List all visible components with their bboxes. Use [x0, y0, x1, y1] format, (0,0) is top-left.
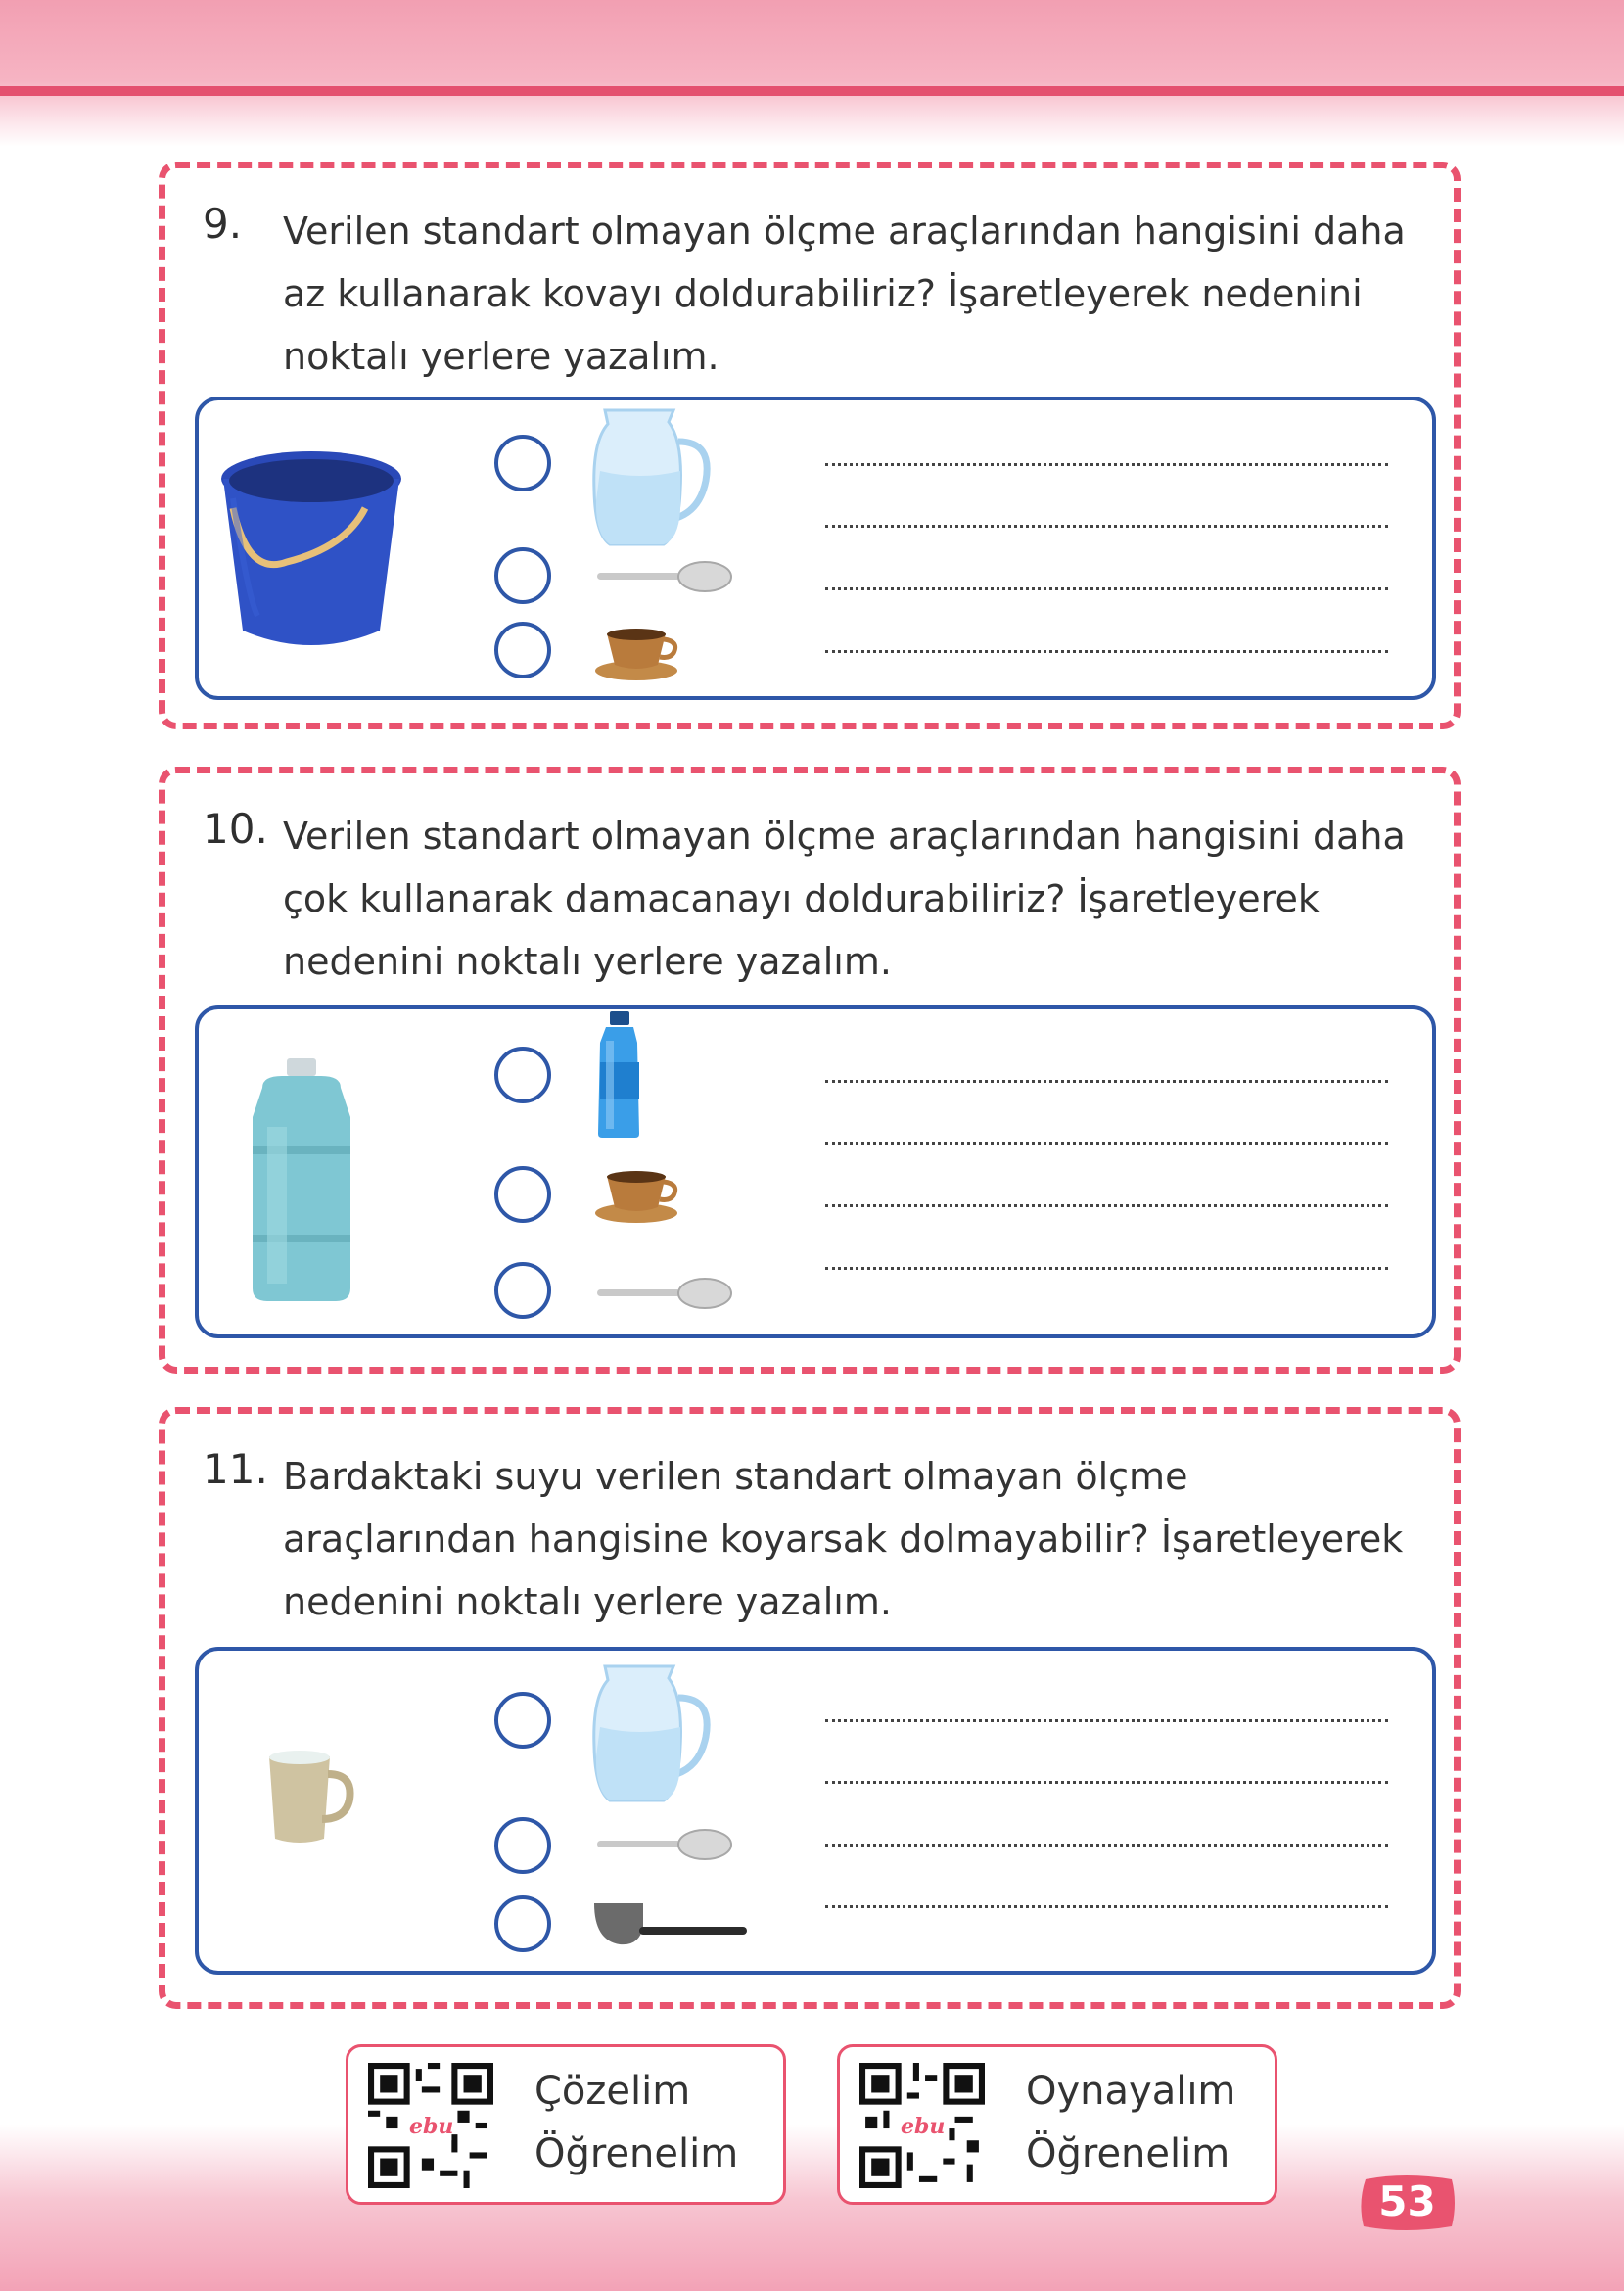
- mug-icon: [265, 1749, 355, 1847]
- qr-card-subtitle: Öğrenelim: [1026, 2131, 1230, 2176]
- option-circle-coffee-cup[interactable]: [494, 1166, 551, 1223]
- answer-line[interactable]: [825, 1080, 1388, 1083]
- option-circle-spoon[interactable]: [494, 547, 551, 604]
- question-number: 11.: [203, 1445, 268, 1493]
- answer-line[interactable]: [825, 1905, 1388, 1908]
- question-10-box: [159, 767, 1461, 1374]
- header-line: [0, 86, 1624, 96]
- answer-panel: [195, 1005, 1436, 1338]
- spoon-icon: [595, 559, 732, 594]
- question-11-box: [159, 1407, 1461, 2009]
- ebu-badge: ebu: [901, 2114, 946, 2139]
- answer-line[interactable]: [825, 525, 1388, 528]
- spoon-icon: [595, 1827, 732, 1862]
- option-circle-coffee-cup[interactable]: [494, 622, 551, 678]
- option-circle-ladle[interactable]: [494, 1895, 551, 1952]
- answer-line[interactable]: [825, 463, 1388, 466]
- qr-card-title: Çözelim: [534, 2069, 691, 2114]
- answer-line[interactable]: [825, 1267, 1388, 1270]
- answer-line[interactable]: [825, 1204, 1388, 1207]
- header-band: [0, 0, 1624, 147]
- question-text: Verilen standart olmayan ölçme araçlarından hangisini daha çok kullanarak damacanayı doldurabiliriz? İşaretleyerek nedenini noktalı yerlere yazalım.: [283, 815, 1406, 983]
- qr-card-oynayalim[interactable]: [837, 2044, 1277, 2205]
- option-circle-spoon[interactable]: [494, 1262, 551, 1319]
- qr-card-cozelim[interactable]: [346, 2044, 786, 2205]
- answer-line[interactable]: [825, 650, 1388, 653]
- qr-card-title: Oynayalım: [1026, 2069, 1236, 2114]
- answer-panel: [195, 1647, 1436, 1975]
- option-circle-pitcher[interactable]: [494, 1692, 551, 1749]
- answer-line[interactable]: [825, 1719, 1388, 1722]
- answer-line[interactable]: [825, 1142, 1388, 1145]
- water-jug-icon: [248, 1058, 355, 1303]
- option-circle-water-bottle[interactable]: [494, 1047, 551, 1103]
- answer-line[interactable]: [825, 1844, 1388, 1847]
- page-number: 53: [1378, 2177, 1436, 2225]
- page-number-badge: [1356, 2172, 1459, 2234]
- coffee-cup-icon: [595, 624, 683, 682]
- spoon-icon: [595, 1276, 732, 1311]
- ebu-badge: ebu: [409, 2114, 454, 2139]
- bucket-icon: [218, 440, 404, 655]
- question-text: Bardaktaki suyu verilen standart olmayan ölçme araçlarından hangisine koyarsak dolmayabilir? İşaretleyerek nedenini noktalı yerlere yazalım.: [283, 1455, 1404, 1623]
- question-number: 10.: [203, 805, 268, 853]
- question-9-box: [159, 162, 1461, 729]
- option-circle-spoon[interactable]: [494, 1817, 551, 1874]
- water-bottle-icon: [592, 1011, 647, 1139]
- pitcher-icon: [590, 1659, 718, 1805]
- pitcher-icon: [590, 402, 718, 549]
- question-text: Verilen standart olmayan ölçme araçlarından hangisini daha az kullanarak kovayı doldurabiliriz? İşaretleyerek nedenini noktalı yerlere yazalım.: [283, 210, 1406, 378]
- answer-line[interactable]: [825, 1781, 1388, 1784]
- option-circle-pitcher[interactable]: [494, 435, 551, 491]
- ladle-icon: [592, 1895, 759, 1954]
- question-number: 9.: [203, 200, 243, 248]
- answer-panel: [195, 397, 1436, 700]
- qr-card-subtitle: Öğrenelim: [534, 2131, 739, 2176]
- answer-line[interactable]: [825, 587, 1388, 590]
- coffee-cup-icon: [595, 1166, 683, 1225]
